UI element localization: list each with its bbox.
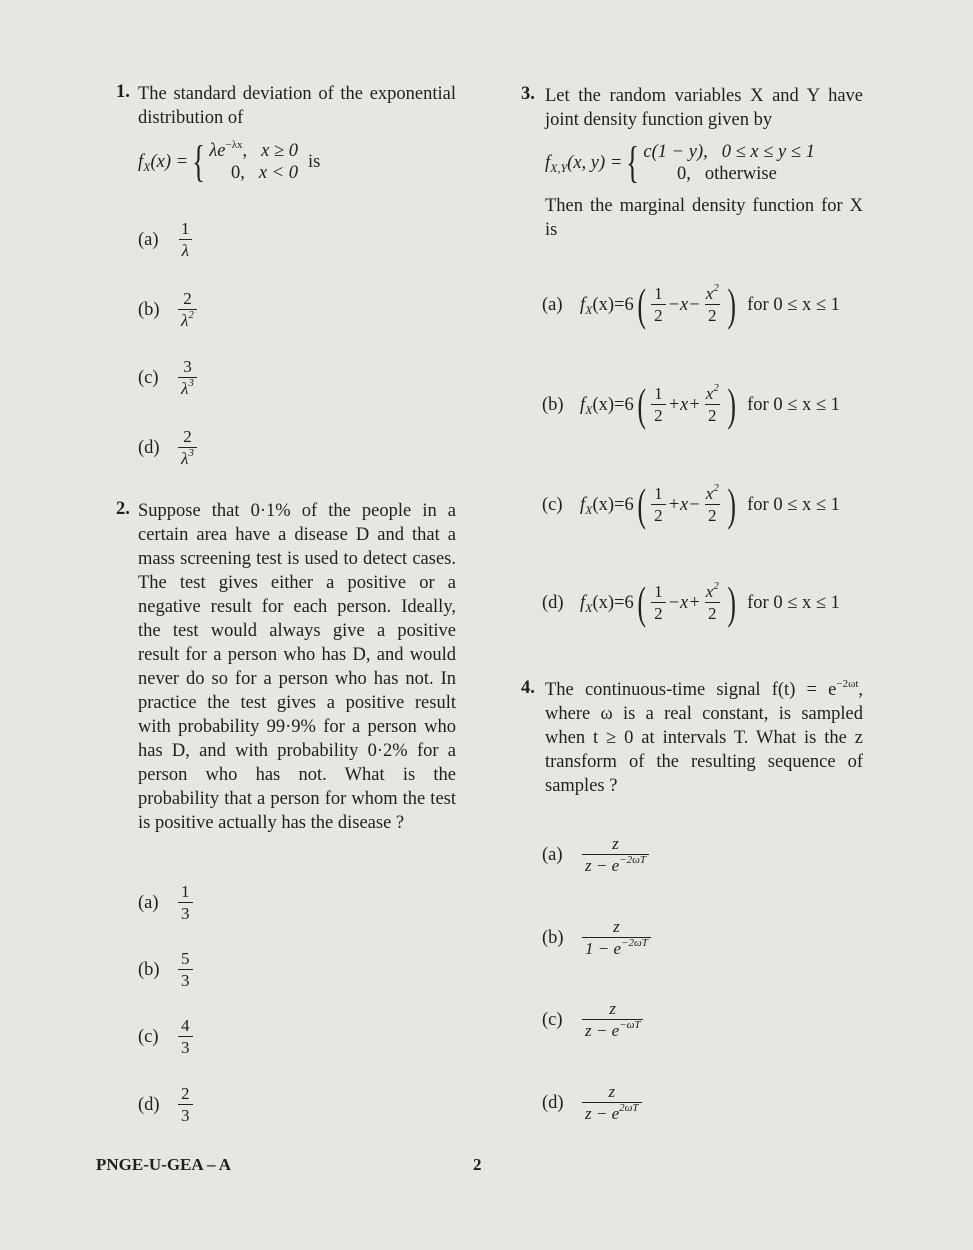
q4-exponent: −2ωt (836, 678, 859, 690)
q3-option-c[interactable]: (c) f $_X$ (x)=6 ( $\frac{1}{2}$ +x− $\frac{x^2}{2}$ ) for 0 ≤ x ≤ 1 (542, 479, 840, 530)
option-label: (c) (542, 1009, 563, 1030)
q4-text (545, 678, 863, 798)
exponent: 3 (188, 447, 194, 459)
numerator: 1 (181, 882, 190, 901)
option-label: (d) (542, 592, 564, 613)
q3-option-d[interactable]: (d) f $_X$ (x)=6 ( $\frac{1}{2}$ −x+ $\frac{x^2}{2}$ ) for 0 ≤ x ≤ 1 (542, 577, 840, 628)
q2-text: Suppose that 0·1% of the people in a certain area have a disease D and that a mass screening test is used to detect cases. The test gives either a positive or a negative result for each person. Ideally, the test would always give a positive result for a person who has D, and would never do so for a person who has not. In practice the test gives a positive result with probability 99·9% for a person who has D, and with probability 0·2% for a person who has not. What is the probability that a person for whom the test is positive actually has the disease ? (138, 501, 456, 833)
middle-term: +x− (667, 494, 701, 515)
exponent: −2ωT (619, 854, 646, 866)
numerator: z (613, 917, 620, 936)
denominator: 2 (651, 504, 666, 526)
q4-text-a: The continuous-time signal f(t) = e (545, 680, 837, 700)
fn-rest: (x)=6 (592, 592, 634, 613)
denominator: z − e (585, 1021, 620, 1040)
numerator: z (608, 1082, 616, 1101)
fn-sub: X (585, 303, 593, 317)
q3-number: 3. (521, 84, 535, 104)
fn-sub: X (585, 601, 593, 615)
denominator: 2 (651, 404, 666, 426)
exponent: 2 (713, 382, 719, 394)
denominator: z − e (585, 1104, 620, 1123)
formula-sub: X,Y (550, 161, 568, 175)
denominator: λ (181, 449, 189, 468)
case2-expr: 0, (230, 163, 245, 183)
numerator: 2 (183, 427, 192, 446)
q4-text-b: , where ω is a real constant, is sampled when t ≥ 0 at intervals T. What is the z transform of the resulting sequence of samples ? (545, 680, 863, 796)
exponent: 2ωT (619, 1102, 639, 1114)
numerator: z (609, 999, 617, 1018)
q4-number: 4. (521, 678, 535, 698)
numerator: x (705, 484, 714, 503)
numerator: 1 (654, 484, 663, 503)
option-label: (c) (138, 1026, 159, 1047)
exponent: 2 (713, 580, 719, 592)
q3-formula: f $_{X,Y}$ (x, y) = { c(1 − y), 0 ≤ x ≤ y ≤ 1 0, otherwise (545, 138, 815, 187)
paper-code: PNGE-U-GEA – A (96, 1155, 232, 1174)
denominator: 3 (178, 1104, 193, 1126)
option-label: (d) (542, 1092, 564, 1113)
fn-name: f (580, 394, 586, 415)
q3-option-a[interactable]: (a) f $_X$ (x)=6 ( $\frac{1}{2}$ −x− $\frac{x^2}{2}$ ) for 0 ≤ x ≤ 1 (542, 279, 840, 330)
denominator: z − e (585, 856, 620, 875)
case1-expr: c(1 − y), (643, 142, 708, 162)
option-label: (d) (138, 437, 160, 458)
q1-number: 1. (116, 82, 130, 102)
option-label: (a) (542, 294, 563, 315)
case1-sup: −λx (225, 139, 243, 151)
q2-option-b[interactable] (138, 949, 195, 991)
formula-tail: is (308, 151, 321, 172)
numerator: 1 (654, 384, 663, 403)
middle-term: −x− (667, 294, 701, 315)
fn-name: f (580, 294, 586, 315)
range: for 0 ≤ x ≤ 1 (747, 592, 840, 613)
option-label: (b) (542, 927, 564, 948)
denominator: λ (181, 311, 189, 330)
case1-expr: λe (209, 141, 226, 161)
option-label: (b) (138, 959, 160, 980)
option-label: (b) (542, 394, 564, 415)
case1-cond: 0 ≤ x ≤ y ≤ 1 (721, 142, 815, 162)
case2-cond: otherwise (704, 164, 777, 184)
range: for 0 ≤ x ≤ 1 (747, 494, 840, 515)
denominator: 2 (705, 504, 720, 526)
denominator: λ (181, 241, 189, 260)
q1-option-c[interactable] (138, 357, 199, 399)
numerator: 1 (654, 284, 663, 303)
q4-option-d[interactable] (542, 1082, 644, 1124)
fn-rest: (x)=6 (592, 294, 634, 315)
exponent: 2 (188, 309, 194, 321)
q1-option-b[interactable] (138, 289, 199, 331)
numerator: 5 (181, 949, 190, 968)
fn-rest: (x)=6 (592, 494, 634, 515)
q3-text2: Then the marginal density function for X is (545, 196, 863, 240)
numerator: z (612, 834, 619, 853)
fn-sub: X (585, 403, 593, 417)
fn-name: f (580, 494, 586, 515)
q4-option-c[interactable] (542, 999, 645, 1041)
denominator: 2 (651, 602, 666, 624)
numerator: x (705, 284, 714, 303)
fn-rest: (x)=6 (592, 394, 634, 415)
q3-text: Let the random variables X and Y have joint density function given by (545, 86, 863, 130)
formula-lhs-rest: (x) = (150, 151, 189, 172)
case1-cond: x ≥ 0 (261, 141, 299, 161)
fn-name: f (580, 592, 586, 613)
numerator: x (705, 582, 714, 601)
q2-option-c[interactable] (138, 1016, 195, 1058)
numerator: 1 (654, 582, 663, 601)
q2-number: 2. (116, 499, 130, 519)
range: for 0 ≤ x ≤ 1 (747, 394, 840, 415)
q2-option-a[interactable] (138, 882, 195, 924)
option-label: (a) (138, 892, 159, 913)
case2-expr: 0, (677, 164, 691, 184)
formula-lhs: f (545, 152, 551, 173)
case2-cond: x < 0 (258, 163, 299, 183)
q4-option-b[interactable] (542, 917, 653, 959)
exponent: 2 (713, 282, 719, 294)
q2-option-d[interactable] (138, 1084, 195, 1126)
denominator: 3 (178, 902, 193, 924)
middle-term: +x+ (667, 394, 701, 415)
page-number: 2 (473, 1155, 482, 1174)
option-label: (d) (138, 1094, 160, 1115)
exponent: −ωT (619, 1019, 641, 1031)
denominator: 1 − e (585, 939, 622, 958)
exponent: 3 (188, 377, 194, 389)
q1-formula: f $_X$ (x) = { $\lambda e^{-\lambda x}$, x ≥ 0 0, x < 0 is (138, 137, 321, 186)
numerator: 2 (181, 1084, 190, 1103)
fn-sub: X (585, 503, 593, 517)
q1-option-d[interactable] (138, 427, 199, 469)
q3-option-b[interactable]: (b) f $_X$ (x)=6 ( $\frac{1}{2}$ +x+ $\frac{x^2}{2}$ ) for 0 ≤ x ≤ 1 (542, 379, 840, 430)
formula-lhs-rest: (x, y) = (567, 152, 623, 173)
numerator: 2 (183, 289, 192, 308)
option-label: (a) (542, 844, 563, 865)
exponent: 2 (713, 482, 719, 494)
option-label: (c) (542, 494, 563, 515)
numerator: 1 (181, 219, 190, 238)
denominator: 2 (705, 404, 720, 426)
denominator: 2 (705, 304, 720, 326)
denominator: 2 (651, 304, 666, 326)
q1-option-a[interactable] (138, 219, 195, 261)
option-label: (c) (138, 367, 159, 388)
formula-lhs: f (138, 151, 144, 172)
option-label: (b) (138, 299, 160, 320)
denominator: λ (181, 379, 189, 398)
numerator: 4 (181, 1016, 190, 1035)
denominator: 3 (178, 969, 193, 991)
option-label: (a) (138, 229, 159, 250)
q1-text: The standard deviation of the exponential distribution of (138, 84, 456, 128)
numerator: x (705, 384, 714, 403)
middle-term: −x+ (667, 592, 701, 613)
denominator: 3 (178, 1036, 193, 1058)
range: for 0 ≤ x ≤ 1 (747, 294, 840, 315)
q4-option-a[interactable] (542, 834, 651, 876)
numerator: 3 (183, 357, 192, 376)
exponent: −2ωT (621, 937, 648, 949)
denominator: 2 (705, 602, 720, 624)
formula-sub: X (143, 160, 151, 174)
